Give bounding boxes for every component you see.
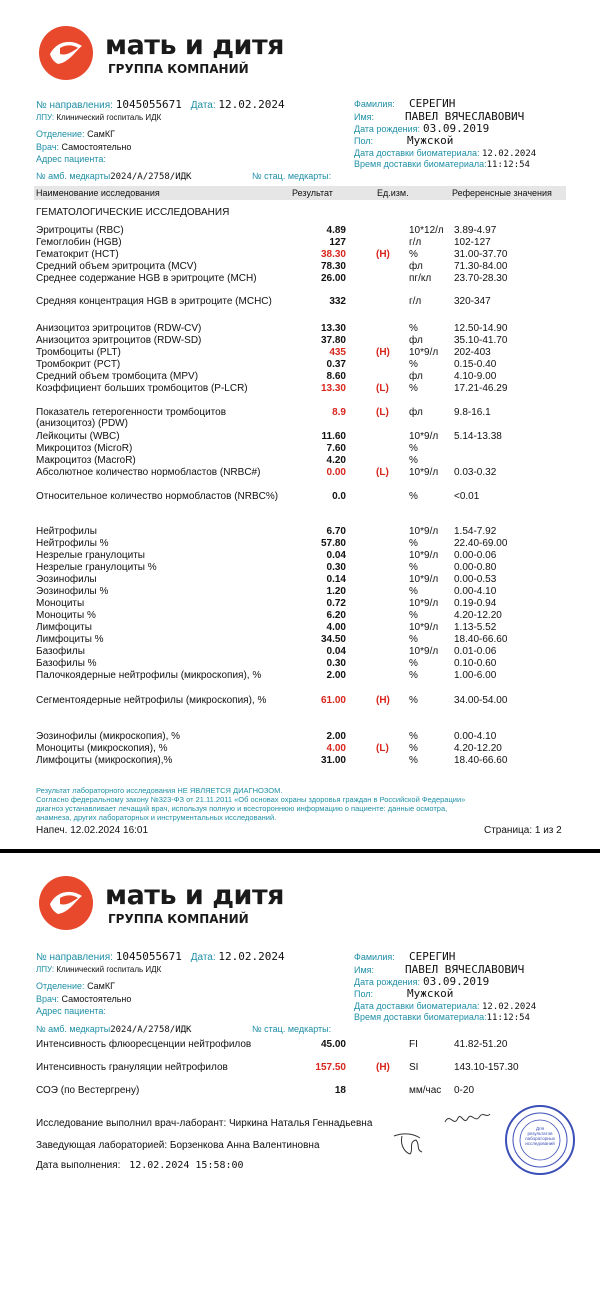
name-value: ПАВЕЛ ВЯЧЕСЛАВОВИЧ	[405, 963, 525, 976]
test-reference: 22.40-69.00	[454, 538, 508, 549]
test-name: СОЭ (по Вестергрену)	[36, 1085, 140, 1096]
test-reference: 1.13-5.52	[454, 622, 497, 633]
test-value: 7.60	[326, 443, 346, 454]
test-unit: фл	[409, 407, 423, 418]
test-unit: %	[409, 443, 418, 454]
test-reference: 0.01-0.06	[454, 646, 497, 657]
test-value: 4.00	[326, 743, 346, 754]
test-reference: 18.40-66.60	[454, 755, 508, 766]
test-value: 0.30	[326, 562, 346, 573]
lpu-label: ЛПУ:	[36, 965, 55, 974]
test-reference: 23.70-28.30	[454, 273, 508, 284]
test-value: 45.00	[320, 1039, 346, 1050]
ref-label: № направления:	[36, 952, 113, 963]
referral-line	[36, 950, 285, 963]
test-value: 0.04	[326, 550, 346, 561]
test-reference: 18.40-66.60	[454, 634, 508, 645]
ref-number: 1045055671	[115, 950, 182, 963]
test-name: Лимфоциты (микроскопия),%	[36, 755, 173, 766]
delivery-date-line	[354, 1001, 536, 1012]
test-unit: SI	[409, 1062, 419, 1073]
logo-bird-icon	[36, 870, 96, 932]
test-value: 0.72	[326, 598, 346, 609]
lpu-line	[36, 965, 161, 974]
test-unit: 10*9/л	[409, 622, 439, 633]
test-name: Эритроциты (RBC)	[36, 225, 124, 236]
test-reference: 31.00-37.70	[454, 249, 508, 260]
test-unit: %	[409, 670, 418, 681]
test-value: 0.30	[326, 658, 346, 669]
test-value: 11.60	[321, 431, 346, 442]
test-value: 34.50	[320, 634, 346, 645]
doctor-label: Врач:	[36, 994, 60, 1004]
name-value: ПАВЕЛ ВЯЧЕСЛАВОВИЧ	[405, 110, 525, 123]
test-value: 0.0	[332, 491, 346, 502]
surname-value: СЕРЕГИН	[409, 950, 456, 963]
test-reference: 5.14-13.38	[454, 431, 502, 442]
test-name: Палочкоядерные нейтрофилы (микроскопия), %	[36, 670, 262, 681]
test-reference: 0.00-0.06	[454, 550, 497, 561]
delivery-date-value: 12.02.2024	[481, 1002, 537, 1012]
logo	[36, 20, 96, 87]
test-unit: %	[409, 743, 418, 754]
page-divider	[0, 849, 600, 853]
lpu-label: ЛПУ:	[36, 113, 55, 122]
dob-label: Дата рождения:	[354, 977, 420, 987]
test-reference: 0.15-0.40	[454, 359, 497, 370]
test-value: 2.00	[326, 670, 346, 681]
surname-value: СЕРЕГИН	[409, 97, 456, 110]
dob-label: Дата рождения:	[354, 124, 420, 134]
delivery-time-value: 11:12:54	[486, 160, 530, 170]
doctor-label: Врач:	[36, 142, 60, 152]
doctor-line	[36, 142, 131, 152]
dept-line	[36, 129, 115, 139]
address-label: Адрес пациента:	[36, 154, 106, 164]
stac-label: № стац. медкарты:	[252, 171, 332, 181]
test-unit: фл	[409, 371, 423, 382]
test-name: Тромбоциты (PLT)	[36, 347, 121, 358]
test-unit: FI	[409, 1039, 418, 1050]
test-name: Эозинофилы	[36, 574, 97, 585]
test-value: 26.00	[320, 273, 346, 284]
delivery-date-label: Дата доставки биоматериала:	[354, 148, 480, 158]
test-reference: 4.10-9.00	[454, 371, 497, 382]
sex-label: Пол:	[354, 989, 374, 999]
test-unit: пг/кл	[409, 273, 432, 284]
section-title: ГЕМАТОЛОГИЧЕСКИЕ ИССЛЕДОВАНИЯ	[36, 207, 230, 218]
test-reference: 0.03-0.32	[454, 467, 497, 478]
test-value: 4.20	[326, 455, 346, 466]
amb-value: 2024/А/2758/ИДК	[110, 172, 192, 182]
col-ref: Референсные значения	[452, 188, 552, 198]
doctor-value: Самостоятельно	[61, 142, 132, 152]
dept-label: Отделение:	[36, 981, 85, 991]
test-flag: (H)	[376, 347, 390, 358]
logo-name: мать и дитя	[105, 880, 284, 911]
test-name: Лимфоциты %	[36, 634, 104, 645]
test-name: Эозинофилы %	[36, 586, 109, 597]
delivery-time-line	[354, 159, 530, 170]
lpu-line	[36, 113, 161, 122]
test-value: 0.04	[326, 646, 346, 657]
delivery-date-line	[354, 148, 536, 159]
test-name: Относительное количество нормобластов (NRBC%)	[36, 491, 279, 502]
dept-line	[36, 981, 115, 991]
doctor-line	[36, 994, 131, 1004]
test-reference: 143.10-157.30	[454, 1062, 519, 1073]
test-unit: %	[409, 695, 418, 706]
col-result: Результат	[292, 188, 333, 198]
test-value: 0.14	[326, 574, 346, 585]
amb-label: № амб. медкарты	[36, 171, 111, 181]
test-name: Нейтрофилы %	[36, 538, 109, 549]
test-name: Нейтрофилы	[36, 526, 97, 537]
ref-number: 1045055671	[115, 98, 182, 111]
disclaimer-line: диагноз устанавливает лечащий врач, используя полную и всестороннюю информацию о пациенте: данные осмотра,	[36, 804, 448, 813]
performed-by: Исследование выполнил врач-лаборант: Чиркина Наталья Геннадьевна	[36, 1118, 373, 1129]
test-name: Анизоцитоз эритроцитов (RDW-SD)	[36, 335, 202, 346]
test-value: 6.20	[326, 610, 346, 621]
test-value: 31.00	[320, 755, 346, 766]
test-unit: %	[409, 755, 418, 766]
logo-subtitle: ГРУППА КОМПАНИЙ	[108, 62, 249, 76]
delivery-time-label: Время доставки биоматериала:	[354, 1012, 487, 1022]
test-reference: 0.00-0.80	[454, 562, 497, 573]
test-name: Средний объем тромбоцита (MPV)	[36, 371, 199, 382]
test-reference: 0.19-0.94	[454, 598, 497, 609]
test-value: 127	[329, 237, 346, 248]
test-flag: (H)	[376, 695, 390, 706]
lab-stamp	[504, 1104, 576, 1181]
test-name: Моноциты	[36, 598, 85, 609]
sex-label: Пол:	[354, 136, 374, 146]
ref-label: № направления:	[36, 100, 113, 111]
logo-name: мать и дитя	[105, 30, 284, 61]
test-unit: %	[409, 658, 418, 669]
test-reference: 4.20-12.20	[454, 743, 502, 754]
test-value: 8.60	[326, 371, 346, 382]
test-name: Моноциты (микроскопия), %	[36, 743, 168, 754]
test-value: 4.00	[326, 622, 346, 633]
test-unit: %	[409, 610, 418, 621]
test-unit: %	[409, 562, 418, 573]
test-unit: 10*9/л	[409, 467, 439, 478]
lpu-value: Клинический госпиталь ИДК	[56, 113, 162, 122]
date-value: 12.02.2024	[218, 950, 285, 963]
date-label: Дата:	[190, 100, 216, 111]
surname-label: Фамилия:	[354, 99, 395, 109]
test-value: 13.30	[320, 323, 346, 334]
test-value: 0.37	[326, 359, 346, 370]
test-name: Интенсивность флюоресценции нейтрофилов	[36, 1039, 252, 1050]
test-name: Моноциты %	[36, 610, 96, 621]
col-unit: Ед.изм.	[377, 188, 409, 198]
test-value: 57.80	[320, 538, 346, 549]
test-value: 18	[334, 1085, 346, 1096]
signature-2-icon	[390, 1128, 430, 1158]
dob-value: 03.09.2019	[423, 122, 490, 135]
referral-line	[36, 98, 285, 111]
test-value: 2.00	[326, 731, 346, 742]
test-flag: (L)	[376, 743, 389, 754]
test-value: 37.80	[320, 335, 346, 346]
test-reference: 102-127	[454, 237, 491, 248]
test-reference: 17.21-46.29	[454, 383, 508, 394]
test-flag: (H)	[376, 1062, 390, 1073]
test-value: 332	[329, 296, 346, 307]
delivery-time-line	[354, 1012, 530, 1023]
surname-label: Фамилия:	[354, 952, 395, 962]
amb-line	[36, 1024, 191, 1035]
stamp-text: Для результатов лабораторных исследований	[524, 1126, 556, 1146]
test-name: Гемоглобин (HGB)	[36, 237, 122, 248]
col-name: Наименование исследования	[36, 188, 160, 198]
test-name: Показатель гетерогенности тромбоцитов (анизоцитоз) (PDW)	[36, 407, 226, 429]
test-reference: 0.00-0.53	[454, 574, 497, 585]
printed-date: Напеч. 12.02.2024 16:01	[36, 825, 149, 836]
test-reference: 0.00-4.10	[454, 731, 497, 742]
amb-line	[36, 171, 191, 182]
test-name: Базофилы %	[36, 658, 97, 669]
address-label: Адрес пациента:	[36, 1006, 106, 1016]
test-reference: 4.20-12.20	[454, 610, 502, 621]
test-name: Лимфоциты	[36, 622, 92, 633]
test-name: Средняя концентрация HGB в эритроците (MCHC)	[36, 296, 272, 307]
test-reference: 71.30-84.00	[454, 261, 508, 272]
test-reference: 12.50-14.90	[454, 323, 508, 334]
test-value: 13.30	[320, 383, 346, 394]
test-name: Тромбокрит (PCT)	[36, 359, 121, 370]
done-line	[36, 1160, 244, 1171]
test-reference: 0.00-4.10	[454, 586, 497, 597]
logo	[36, 870, 96, 937]
test-unit: %	[409, 586, 418, 597]
test-unit: %	[409, 634, 418, 645]
sex-value: Мужской	[407, 134, 454, 147]
test-value: 8.9	[332, 407, 346, 418]
test-reference: 0-20	[454, 1085, 475, 1096]
test-unit: фл	[409, 261, 423, 272]
test-name: Незрелые гранулоциты %	[36, 562, 157, 573]
test-flag: (L)	[376, 467, 389, 478]
amb-label: № амб. медкарты	[36, 1024, 111, 1034]
delivery-date-value: 12.02.2024	[481, 149, 537, 159]
test-value: 435	[329, 347, 346, 358]
name-label: Имя:	[354, 965, 375, 975]
test-name: Лейкоциты (WBC)	[36, 431, 120, 442]
test-name: Микроцитоз (MicroR)	[36, 443, 133, 454]
lab-head: Заведующая лабораторией: Борзенкова Анна Валентиновна	[36, 1140, 320, 1151]
test-unit: г/л	[409, 296, 422, 307]
test-unit: 10*9/л	[409, 526, 439, 537]
test-unit: 10*9/л	[409, 574, 439, 585]
test-unit: %	[409, 731, 418, 742]
test-unit: 10*9/л	[409, 646, 439, 657]
done-label: Дата выполнения:	[36, 1160, 121, 1171]
sex-value: Мужской	[407, 987, 454, 1000]
test-name: Базофилы	[36, 646, 85, 657]
name-label: Имя:	[354, 112, 375, 122]
test-name: Интенсивность грануляции нейтрофилов	[36, 1062, 228, 1073]
lpu-value: Клинический госпиталь ИДК	[56, 965, 162, 974]
test-unit: %	[409, 359, 418, 370]
test-value: 4.89	[326, 225, 346, 236]
test-value: 38.30	[320, 249, 346, 260]
test-reference: 35.10-41.70	[454, 335, 508, 346]
test-value: 1.20	[326, 586, 346, 597]
dept-label: Отделение:	[36, 129, 85, 139]
logo-bird-icon	[36, 20, 96, 82]
test-unit: 10*9/л	[409, 550, 439, 561]
test-value: 78.30	[320, 261, 346, 272]
delivery-time-value: 11:12:54	[486, 1013, 530, 1023]
test-unit: 10*9/л	[409, 598, 439, 609]
delivery-date-label: Дата доставки биоматериала:	[354, 1001, 480, 1011]
amb-value: 2024/А/2758/ИДК	[110, 1025, 192, 1035]
test-name: Эозинофилы (микроскопия), %	[36, 731, 181, 742]
dept-value: СамКГ	[87, 129, 115, 139]
test-value: 61.00	[320, 695, 346, 706]
test-flag: (L)	[376, 383, 389, 394]
test-unit: %	[409, 383, 418, 394]
test-reference: 0.10-0.60	[454, 658, 497, 669]
disclaimer-line: Результат лабораторного исследования НЕ ЯВЛЯЕТСЯ ДИАГНОЗОМ.	[36, 786, 283, 795]
test-value: 6.70	[326, 526, 346, 537]
test-reference: 1.54-7.92	[454, 526, 497, 537]
test-reference: 41.82-51.20	[454, 1039, 508, 1050]
test-name: Средний объем эритроцита (MCV)	[36, 261, 197, 272]
table-header	[34, 186, 566, 200]
test-reference: <0.01	[454, 491, 480, 502]
test-unit: 10*9/л	[409, 347, 439, 358]
test-reference: 34.00-54.00	[454, 695, 508, 706]
test-flag: (H)	[376, 249, 390, 260]
logo-subtitle: ГРУППА КОМПАНИЙ	[108, 912, 249, 926]
test-value: 157.50	[315, 1062, 346, 1073]
test-unit: %	[409, 249, 418, 260]
test-reference: 9.8-16.1	[454, 407, 491, 418]
test-name: Макроцитоз (MacroR)	[36, 455, 136, 466]
test-reference: 202-403	[454, 347, 491, 358]
test-reference: 3.89-4.97	[454, 225, 497, 236]
disclaimer-line: анамнеза, других лабораторных и инструментальных исследований.	[36, 813, 277, 822]
dob-value: 03.09.2019	[423, 975, 490, 988]
test-name: Абсолютное количество нормобластов (NRBC#)	[36, 467, 261, 478]
doctor-value: Самостоятельно	[61, 994, 132, 1004]
test-unit: %	[409, 323, 418, 334]
signature-1-icon	[442, 1108, 492, 1132]
stac-label: № стац. медкарты:	[252, 1024, 332, 1034]
test-unit: 10*9/л	[409, 431, 439, 442]
date-label: Дата:	[190, 952, 216, 963]
test-reference: 320-347	[454, 296, 491, 307]
test-reference: 1.00-6.00	[454, 670, 497, 681]
test-unit: %	[409, 455, 418, 466]
test-unit: %	[409, 491, 418, 502]
dept-value: СамКГ	[87, 981, 115, 991]
done-value: 12.02.2024 15:58:00	[129, 1160, 244, 1171]
test-name: Сегментоядерные нейтрофилы (микроскопия), %	[36, 695, 267, 706]
test-name: Гематокрит (HCT)	[36, 249, 119, 260]
test-unit: фл	[409, 335, 423, 346]
date-value: 12.02.2024	[218, 98, 285, 111]
test-unit: %	[409, 538, 418, 549]
test-name: Анизоцитоз эритроцитов (RDW-CV)	[36, 323, 202, 334]
test-unit: мм/час	[409, 1085, 442, 1096]
disclaimer	[36, 786, 465, 822]
test-name: Коэффициент больших тромбоцитов (P-LCR)	[36, 383, 248, 394]
test-unit: 10*12/л	[409, 225, 444, 236]
test-name: Незрелые гранулоциты	[36, 550, 145, 561]
test-value: 0.00	[326, 467, 346, 478]
disclaimer-line: Согласно федеральному закону №323-ФЗ от 21.11.2011 «Об основах охраны здоровья граждан в Российской Федерации»	[36, 795, 466, 804]
delivery-time-label: Время доставки биоматериала:	[354, 159, 487, 169]
test-flag: (L)	[376, 407, 389, 418]
test-name: Среднее содержание HGB в эритроците (MCH)	[36, 273, 257, 284]
test-unit: г/л	[409, 237, 422, 248]
page-number: Страница: 1 из 2	[484, 825, 562, 836]
